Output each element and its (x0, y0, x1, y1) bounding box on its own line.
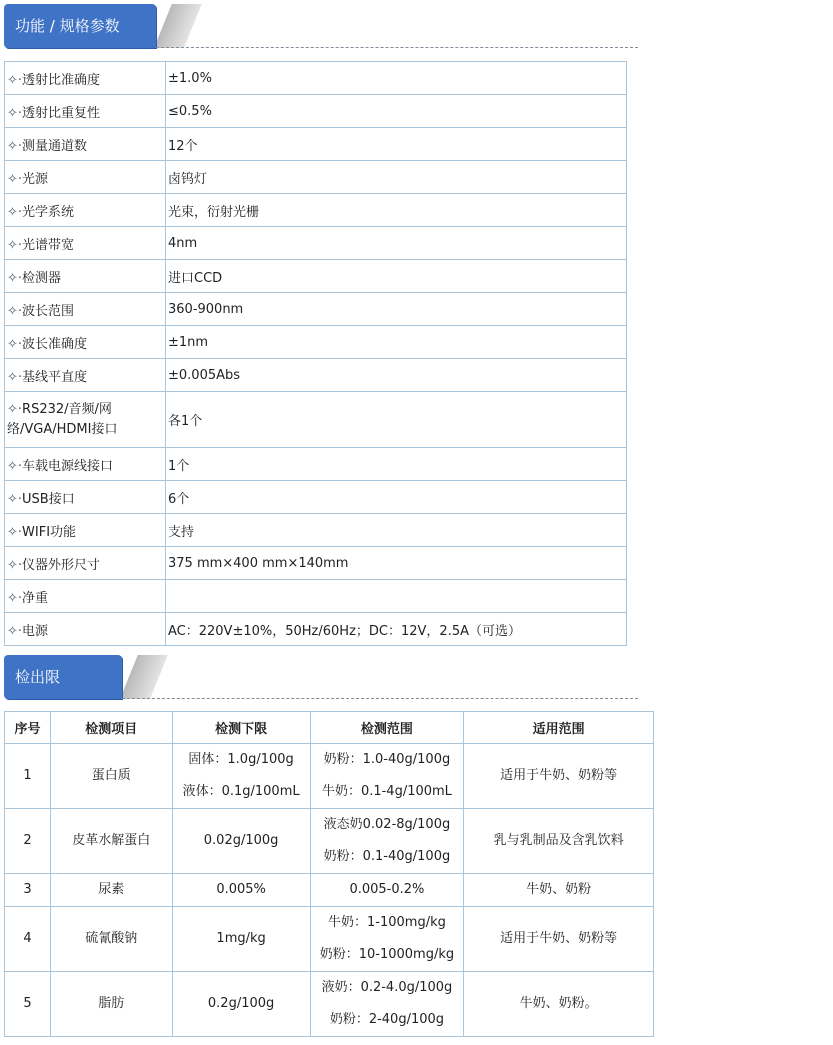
specs-table (4, 61, 627, 646)
detection-range (310, 809, 464, 874)
table-row (5, 907, 654, 972)
spec-label (5, 95, 166, 128)
lower-limit (172, 809, 310, 874)
bullet-icon: ✧· (7, 557, 23, 573)
row-number: 2 (5, 809, 51, 874)
spec-label (5, 392, 166, 448)
spec-label (5, 194, 166, 227)
spec-value: 360-900nm (166, 293, 627, 326)
spec-row (5, 547, 627, 580)
row-number: 1 (5, 744, 51, 809)
test-item: 脂肪 (50, 972, 172, 1037)
spec-row (5, 227, 627, 260)
spec-row (5, 580, 627, 613)
bullet-icon: ✧· (7, 204, 23, 220)
dashed-divider (156, 47, 638, 48)
spec-value: 1个 (166, 448, 627, 481)
spec-value: 12个 (166, 128, 627, 161)
spec-label-text: 波长范围 (22, 303, 75, 319)
lower-limit-line: 固体：1.0g/100g (188, 752, 294, 767)
spec-label-text: 光学系统 (22, 204, 75, 220)
spec-row (5, 392, 627, 448)
test-item: 硫氰酸钠 (50, 907, 172, 972)
bullet-icon: ✧· (7, 270, 23, 286)
spec-value: ±1.0% (166, 62, 627, 95)
row-number: 3 (5, 874, 51, 907)
spec-row (5, 326, 627, 359)
lower-limit-line: 0.02g/100g (203, 833, 279, 848)
lower-limit (172, 874, 310, 907)
detection-range (310, 874, 464, 907)
spec-label (5, 359, 166, 392)
tab-shadow (154, 4, 202, 48)
detection-range-line: 0.005-0.2% (349, 882, 425, 897)
detection-range-line: 奶粉：1.0-40g/100g (323, 752, 451, 767)
row-number: 5 (5, 972, 51, 1037)
bullet-icon: ✧· (7, 303, 23, 319)
applicable-scope: 乳与乳制品及含乳饮料 (464, 809, 654, 874)
detection-range (310, 907, 464, 972)
spec-label (5, 580, 166, 613)
spec-label (5, 613, 166, 646)
spec-label (5, 326, 166, 359)
spec-row (5, 448, 627, 481)
spec-row (5, 514, 627, 547)
lower-limit-line: 0.2g/100g (207, 996, 275, 1011)
section-title-specs: 功能 / 规格参数 (4, 4, 156, 48)
dashed-divider (122, 698, 638, 699)
applicable-scope: 牛奶、奶粉。 (464, 972, 654, 1037)
bullet-icon: ✧· (7, 105, 23, 121)
spec-row (5, 613, 627, 646)
detection-range-line: 牛奶：0.1-4g/100mL (321, 784, 452, 799)
spec-label-text: 透射比重复性 (22, 105, 101, 121)
detection-range (310, 972, 464, 1037)
section-title-limits: 检出限 (4, 655, 122, 699)
spec-label-text: 检测器 (22, 270, 62, 286)
applicable-scope: 适用于牛奶、奶粉等 (464, 744, 654, 809)
lower-limit (172, 744, 310, 809)
spec-value: 光束，衍射光栅 (166, 194, 627, 227)
spec-value (166, 580, 627, 613)
detection-range-line: 液态奶0.02-8g/100g (323, 817, 451, 832)
spec-label (5, 161, 166, 194)
spec-label (5, 62, 166, 95)
lower-limit-line: 液体：0.1g/100mL (182, 784, 300, 799)
spec-label (5, 260, 166, 293)
spec-row (5, 95, 627, 128)
spec-value: 进口CCD (166, 260, 627, 293)
spec-value: 6个 (166, 481, 627, 514)
tab-shadow (120, 655, 168, 699)
test-item: 皮革水解蛋白 (50, 809, 172, 874)
bullet-icon: ✧· (7, 72, 23, 88)
row-number: 4 (5, 907, 51, 972)
bullet-icon: ✧· (7, 237, 23, 253)
spec-row (5, 194, 627, 227)
spec-value: 375 mm×400 mm×140mm (166, 547, 627, 580)
detection-range-line: 牛奶：1-100mg/kg (328, 915, 446, 930)
spec-label-text: 光源 (22, 171, 49, 187)
spec-row (5, 161, 627, 194)
section-header-limits (4, 655, 638, 699)
spec-row (5, 481, 627, 514)
column-header: 检测项目 (50, 712, 172, 744)
spec-value: ±0.005Abs (166, 359, 627, 392)
spec-value: 各1个 (166, 392, 627, 448)
spec-label-text: 透射比准确度 (22, 72, 101, 88)
spec-label-text: 波长准确度 (22, 336, 88, 352)
spec-label-text: 测量通道数 (22, 138, 88, 154)
spec-label-text: 电源 (22, 623, 49, 639)
detection-range-line: 液奶：0.2-4.0g/100g (321, 980, 453, 995)
spec-row (5, 293, 627, 326)
spec-value: 卤钨灯 (166, 161, 627, 194)
column-header: 检测下限 (172, 712, 310, 744)
spec-label-text: RS232/音频/网络/VGA/HDMI接口 (7, 401, 118, 437)
bullet-icon: ✧· (7, 623, 23, 639)
spec-label (5, 448, 166, 481)
detection-range-line: 奶粉：10-1000mg/kg (319, 947, 455, 962)
table-row (5, 809, 654, 874)
spec-label-text: 车载电源线接口 (22, 458, 114, 474)
table-row (5, 744, 654, 809)
detection-range (310, 744, 464, 809)
column-header: 适用范围 (464, 712, 654, 744)
lower-limit-line: 1mg/kg (216, 931, 266, 946)
spec-row (5, 359, 627, 392)
spec-label (5, 128, 166, 161)
spec-row (5, 128, 627, 161)
spec-row (5, 62, 627, 95)
bullet-icon: ✧· (7, 138, 23, 154)
detection-range-line: 奶粉：0.1-40g/100g (323, 849, 451, 864)
spec-label-text: 净重 (22, 590, 49, 606)
spec-value: ≤0.5% (166, 95, 627, 128)
section-header-specs (4, 4, 638, 48)
spec-label (5, 227, 166, 260)
spec-label-text: 光谱带宽 (22, 237, 75, 253)
bullet-icon: ✧· (7, 590, 23, 606)
bullet-icon: ✧· (7, 491, 23, 507)
spec-label-text: 基线平直度 (22, 369, 88, 385)
bullet-icon: ✧· (7, 524, 23, 540)
spec-value: ±1nm (166, 326, 627, 359)
applicable-scope: 牛奶、奶粉 (464, 874, 654, 907)
spec-value: AC：220V±10%，50Hz/60Hz；DC：12V，2.5A（可选） (166, 613, 627, 646)
bullet-icon: ✧· (7, 401, 23, 417)
spec-label (5, 514, 166, 547)
spec-label-text: 仪器外形尺寸 (22, 557, 101, 573)
spec-label-text: WIFI功能 (22, 524, 77, 540)
detection-range-line: 奶粉：2-40g/100g (329, 1012, 445, 1027)
column-header: 检测范围 (310, 712, 464, 744)
bullet-icon: ✧· (7, 171, 23, 187)
spec-label (5, 293, 166, 326)
lower-limit (172, 972, 310, 1037)
spec-label-text: USB接口 (22, 491, 75, 507)
table-row (5, 972, 654, 1037)
applicable-scope: 适用于牛奶、奶粉等 (464, 907, 654, 972)
spec-row (5, 260, 627, 293)
test-item: 尿素 (50, 874, 172, 907)
spec-value: 支持 (166, 514, 627, 547)
spec-label (5, 547, 166, 580)
table-row (5, 874, 654, 907)
lower-limit (172, 907, 310, 972)
spec-label (5, 481, 166, 514)
bullet-icon: ✧· (7, 369, 23, 385)
detection-limits-table (4, 711, 654, 1037)
column-header: 序号 (5, 712, 51, 744)
test-item: 蛋白质 (50, 744, 172, 809)
bullet-icon: ✧· (7, 458, 23, 474)
spec-value: 4nm (166, 227, 627, 260)
bullet-icon: ✧· (7, 336, 23, 352)
lower-limit-line: 0.005% (216, 882, 266, 897)
